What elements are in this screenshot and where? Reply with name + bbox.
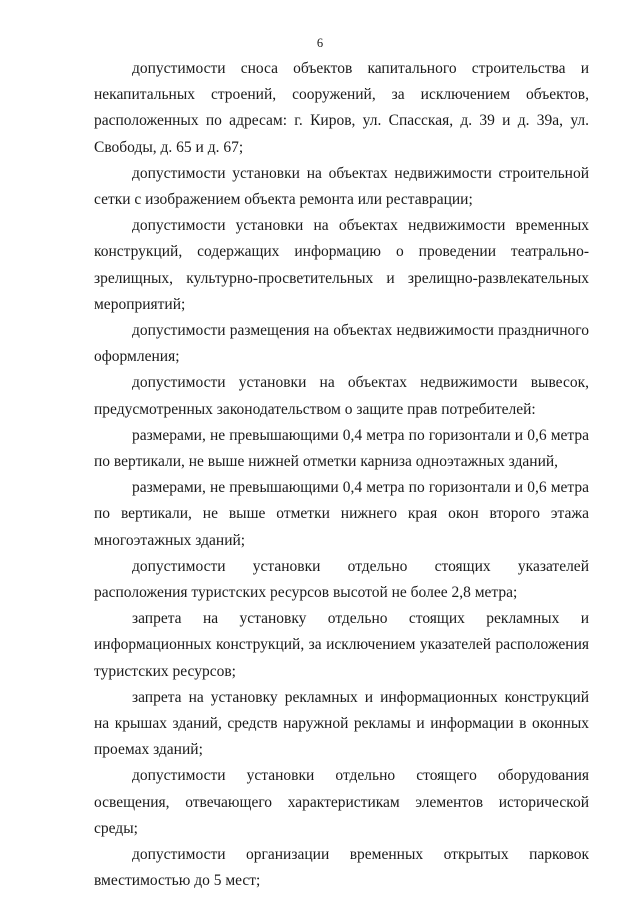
paragraph: допустимости установки отдельно стоящего оборудования освещения, отвечающего характеристикам элементов исторической среды; [94,767,589,837]
paragraph: допустимости установки на объектах недвижимости временных конструкций, содержащих информацию о проведении театрально-зрелищных, культурно-просветительных и зрелищно-развлекательных мероприятий; [94,217,589,313]
paragraph: допустимости организации временных открытых парковок вместимостью до 5 мест; [94,846,589,890]
page-number: 6 [316,36,324,50]
paragraph: запрета на установку рекламных и информационных конструкций на крышах зданий, средств наружной рекламы и информации в оконных проемах зданий; [94,688,589,759]
document-body [94,56,589,895]
paragraph: размерами, не превышающими 0,4 метра по горизонтали и 0,6 метра по вертикали, не выше нижней отметки карниза одноэтажных зданий, [94,426,589,471]
paragraph: запрета на установку отдельно стоящих рекламных и информационных конструкций, за исключением указателей расположения туристских ресурсов; [94,610,589,680]
paragraph: допустимости размещения на объектах недвижимости праздничного оформления; [94,322,589,366]
paragraph: допустимости установки на объектах недвижимости строительной сетки с изображением объекта ремонта или реставрации; [94,164,589,209]
paragraph: размерами, не превышающими 0,4 метра по горизонтали и 0,6 метра по вертикали, не выше отметки нижнего края окон второго этажа многоэтажных зданий; [94,479,589,549]
paragraph: допустимости установки на объектах недвижимости вывесок, предусмотренных законодательством о защите прав потребителей: [94,374,589,418]
paragraph: допустимости установки отдельно стоящих указателей расположения туристских ресурсов высотой не более 2,8 метра; [94,557,589,602]
paragraph: допустимости сноса объектов капитального строительства и некапитальных строений, сооружений, за исключением объектов, расположенных по адресам: г. Киров, ул. Спасская, д. 39 и д. 39а, ул. Свободы, д. 65 и д. 67; [94,60,589,156]
